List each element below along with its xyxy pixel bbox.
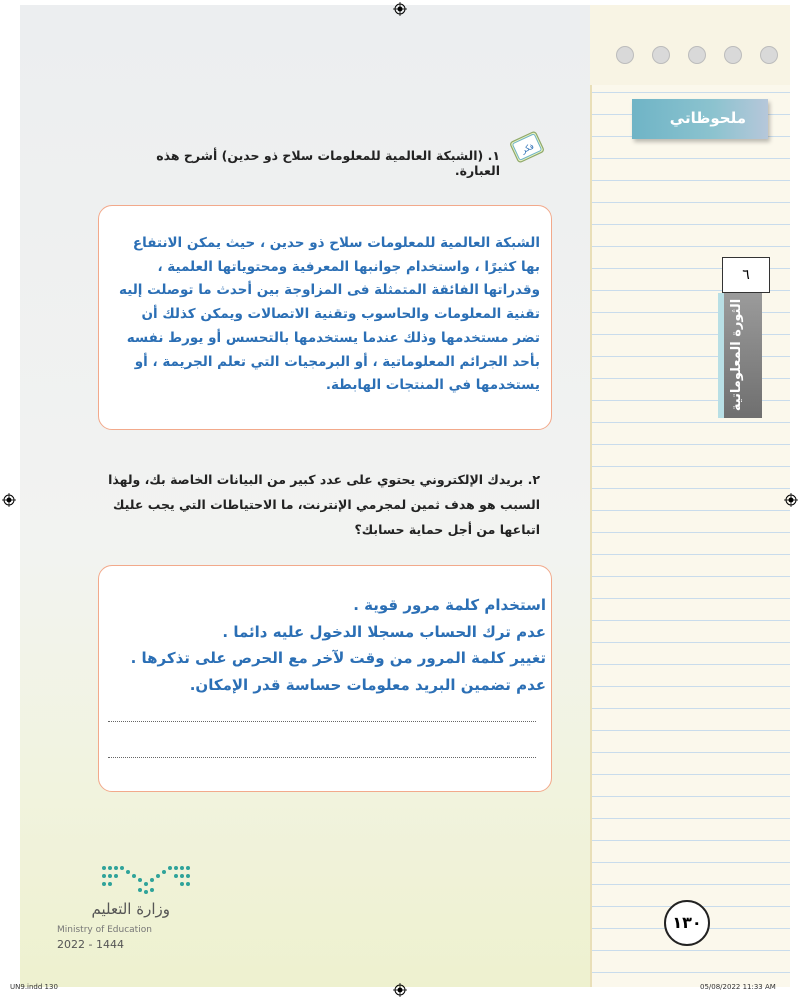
footer-file: UN9.indd 130 [10,983,58,991]
answer-2-line: عدم تضمين البريد معلومات حساسة قدر الإمكان. [189,675,546,694]
notes-tab: ملحوظاتي [632,99,768,139]
binder-hole [688,46,706,64]
think-badge-label: فكر [519,141,536,156]
answer-2-line: استخدام كلمة مرور قوية . [353,596,546,614]
ministry-name-en: Ministry of Education [57,925,152,935]
ministry-name-ar: وزارة التعليم [91,900,170,918]
answer-2-list [112,592,546,698]
registration-mark-icon [784,493,798,507]
writing-line [108,721,536,722]
binder-hole [652,46,670,64]
registration-mark-icon [393,983,407,997]
notebook-sidebar [590,5,790,987]
ministry-year: 2022 - 1444 [57,938,124,951]
chapter-number: ٦ [722,257,770,293]
writing-line [108,757,536,758]
answer-1-text: الشبكة العالمية للمعلومات سلاح ذو حدين ، حيث يمكن الانتفاع بها كثيرًا ، واستخدام جوانبها المعرفية ومحتوياتها العلمية ، وقدراتها الفائقة المتمثلة فى المزاوجة بين أحدث ما توصلت إليه تقنية المعلومات والحاسوب وتقنية الاتصالات ويمكن كذلك أن تضر مستخدمها وذلك عندما يستخدمها بالتحسس أو يورط نفسه بأحد الجرائم المعلوماتية ، أو البرمجيات التي تعلم الجريمة ، أو يستخدمها في المنتجات الهابطة. [119,235,540,394]
registration-mark-icon [2,493,16,507]
ministry-logo-icon [100,862,192,896]
page-number: ١٣٠ [664,900,710,946]
binder-hole [724,46,742,64]
notebook-header [590,5,790,85]
binder-hole [616,46,634,64]
question-1-text: ١. (الشبكة العالمية للمعلومات سلاح ذو حدين) أشرح هذه العبارة. [156,148,500,178]
answer-2-line: تغيير كلمة المرور من وقت لآخر مع الحرص على تذكرها . [130,649,546,667]
footer-timestamp: 05/08/2022 11:33 AM [700,983,776,991]
registration-mark-icon [393,2,407,16]
chapter-title: الثورة المعلوماتية [729,298,744,412]
binder-hole [760,46,778,64]
question-2-text: ٢. بريدك الإلكتروني يحتوي على عدد كبير من البيانات الخاصة بك، ولهذا السبب هو هدف ثمين لمجرمي الإنترنت، ما الاحتياطات التي يجب عليك اتباعها من أجل حماية حسابك؟ [108,472,540,537]
answer-2-line: عدم ترك الحساب مسجلا الدخول عليه دائما . [222,622,546,641]
